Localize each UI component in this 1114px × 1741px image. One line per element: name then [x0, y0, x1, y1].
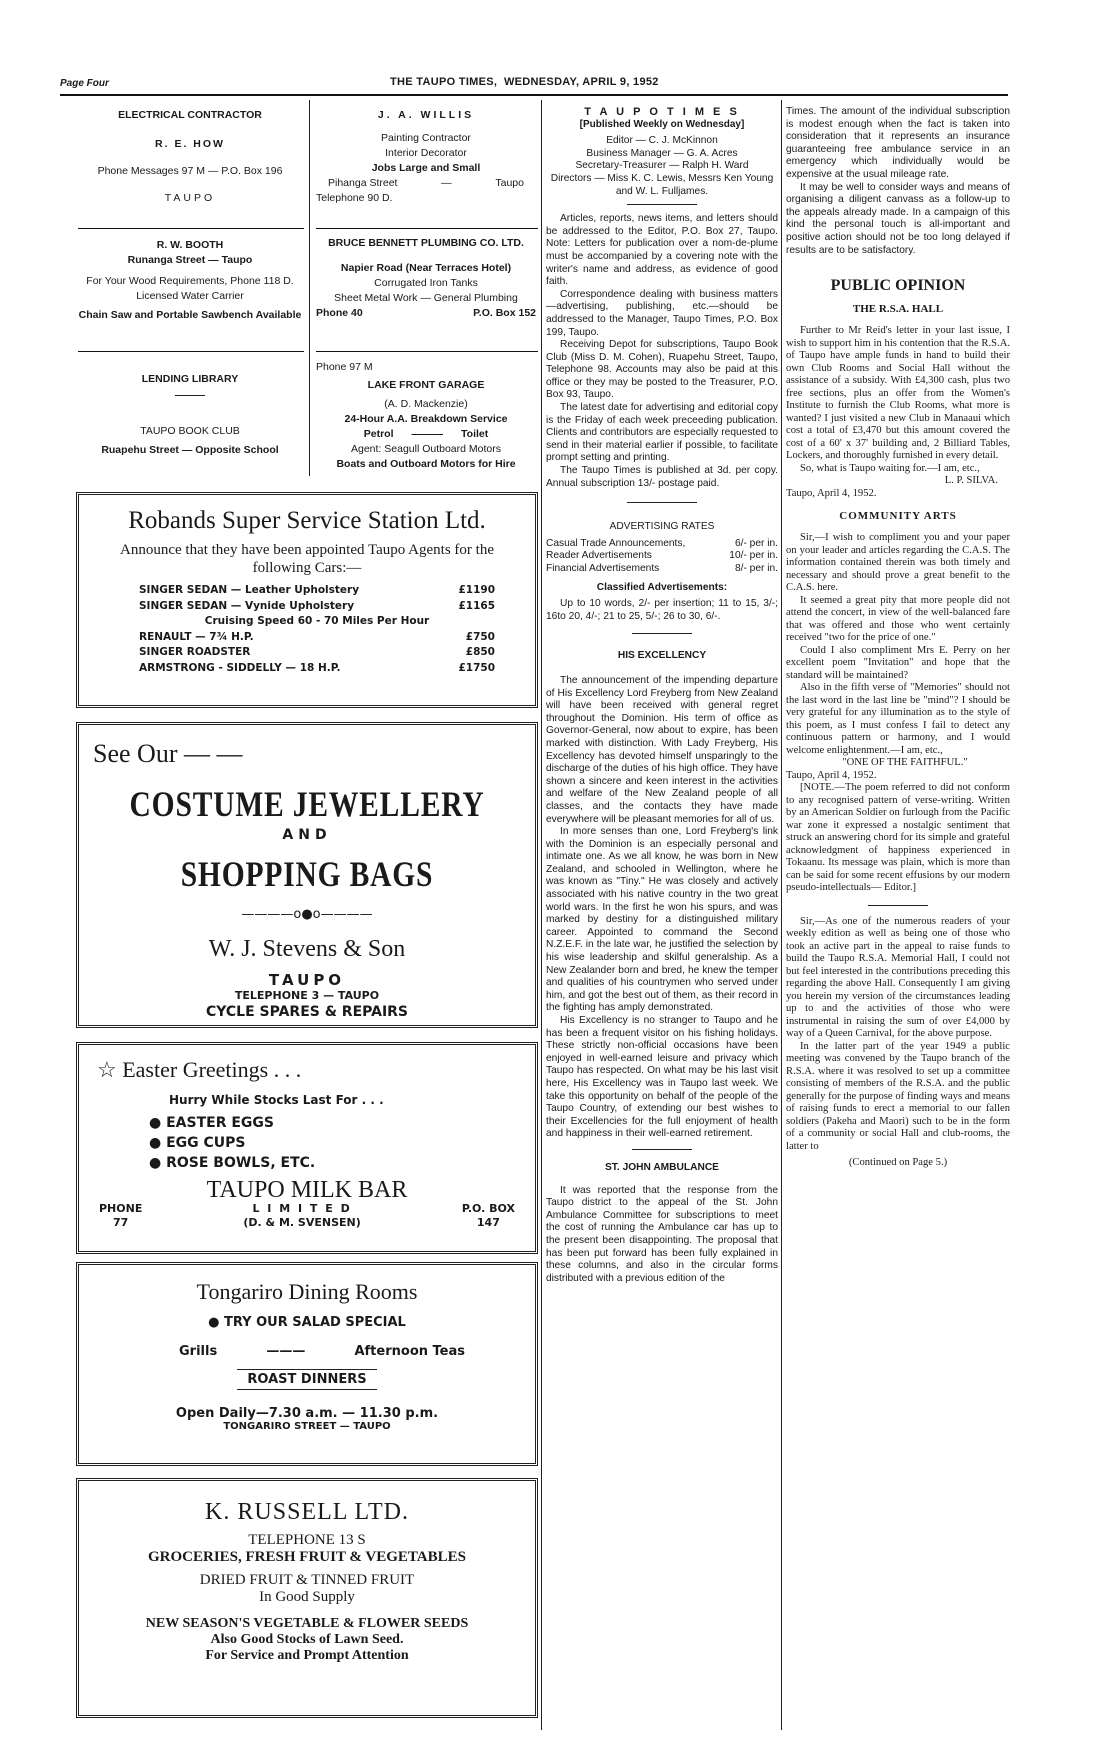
signature: L. P. SILVA.: [944, 475, 998, 487]
milkbar-item: ● ROSE BOWLS, ETC.: [149, 1153, 535, 1173]
ad-line: Phone 97 M: [316, 361, 373, 373]
excellency-title: HIS EXCELLENCY: [617, 650, 707, 662]
page-header: [60, 76, 1010, 92]
ad-line: Petrol ——— Toilet: [363, 428, 489, 440]
ad-line: CYCLE SPARES & REPAIRS: [205, 1004, 409, 1020]
ad-dining: [76, 1262, 538, 1466]
car-name: ARMSTRONG - SIDDELLY — 18 H.P.: [139, 661, 341, 674]
ad-line: Sheet Metal Work — General Plumbing: [334, 292, 518, 304]
letter-paragraph: In the latter part of the year 1949 a public meeting was convened by the Taupo branch of the R.S.A. where it was resolved to set up a committee consisting of members of the R.S.A. and the public generally for the purpose of finding ways and means of raising funds to erect a memorial to our fallen soldiers (Pakeha and Maori) such to be in the form of a community or social Hall and club-rooms, the latter to: [786, 1040, 1010, 1152]
car-list: [139, 583, 495, 676]
ad-line: 24-Hour A.A. Breakdown Service: [344, 413, 508, 425]
newspaper-title: THE TAUPO TIMES, WEDNESDAY, APRIL 9, 1952: [390, 76, 659, 88]
ad-line: Runanga Street — Taupo: [127, 254, 253, 266]
ad-rule: [316, 228, 538, 229]
rate-row: [546, 538, 778, 551]
ad-line: Boats and Outboard Motors for Hire: [336, 458, 516, 470]
ad-line: DRIED FRUIT & TINNED FRUIT: [199, 1572, 415, 1588]
ad-rule: [78, 228, 304, 229]
opinion-title: PUBLIC OPINION: [830, 277, 966, 295]
ad-stevens: [76, 722, 538, 1028]
ad-line: Agent: Seagull Outboard Motors: [350, 443, 501, 455]
rate-value: 6/- per in.: [734, 537, 778, 549]
column-4: [786, 106, 1010, 1730]
signature: "ONE OF THE FAITHFUL.": [842, 757, 968, 769]
ad-name: J. A. WILLIS: [377, 109, 475, 121]
article-paragraph: Times. The amount of the individual subscription is modest enough when the fact is taken into consideration that it represents an insurance guaranteeing free ambulance service in an emergency which individually would be expensive at the usual mileage rate.: [786, 106, 1010, 180]
ad-line: Phone 40 P.O. Box 152: [316, 307, 536, 319]
ad-name: W. J. Stevens & Son: [208, 936, 406, 962]
rate-row: [546, 550, 778, 563]
column-divider: [541, 100, 542, 1730]
ad-line: TONGARIRO STREET — TAUPO: [223, 1421, 391, 1432]
ad-rule: [175, 395, 205, 396]
ambulance-text: It was reported that the response from the Taupo district to the appeal of the St. John Ambulance Committee for subscriptions to meet the cost of running the Ambulance car has up to the present been disappointing. The proposal that has been put forward has been fully explained in these columns, and also in the circular forms distributed with a previous edition of the: [546, 1184, 778, 1284]
ad-line: AND: [282, 827, 332, 843]
ad-line: TAUPO: [268, 971, 346, 989]
column-3: [546, 106, 778, 1730]
staff-line: Secretary-Treasurer — Ralph H. Ward: [575, 160, 749, 172]
ad-line: Chain Saw and Portable Sawbench Available: [78, 309, 302, 321]
ad-robands: [76, 492, 538, 708]
arts-title: COMMUNITY ARTS: [839, 510, 957, 523]
staff-line: Editor — C. J. McKinnon: [606, 135, 718, 147]
ad-line: See Our — —: [93, 739, 243, 768]
ad-line: Open Daily—7.30 a.m. — 11.30 p.m.: [175, 1406, 439, 1421]
date: Taupo, April 4, 1952.: [786, 487, 877, 499]
rate-label: Financial Advertisements: [546, 563, 660, 574]
ad-name: COSTUME JEWELLERY: [129, 784, 485, 824]
car-row: [139, 614, 495, 630]
ad-name: Tongariro Dining Rooms: [196, 1279, 418, 1304]
ad-line: Painting Contractor: [381, 132, 471, 144]
editor-note: [NOTE.—The poem referred to did not conform to any recognised pattern of verse-writing. Written by an American Soldier on furlough from the Pacific war zone it expressed a nostalgic sentiment that struck an answering chord for its simple and grateful acknowledgment of happiness experienced in Tokaanu. Its message was plain, which is more than can be said for some recent effusions by our modern pseudo-intellectuals— Editor.]: [786, 782, 1010, 894]
ad-willis: [314, 108, 538, 220]
ad-line: In Good Supply: [259, 1589, 355, 1605]
masthead-staff: [546, 135, 778, 198]
car-price: £750: [465, 630, 495, 643]
ad-line: (A. D. Mackenzie): [384, 398, 468, 410]
ad-line: TAUPO BOOK CLUB: [140, 425, 240, 437]
rate-label: Casual Trade Announcements,: [546, 537, 686, 549]
car-price: £1750: [458, 661, 495, 674]
page-number: Page Four: [60, 78, 109, 89]
ad-name: R. W. BOOTH: [156, 239, 224, 251]
rate-row: [546, 563, 778, 576]
car-row: [139, 599, 495, 615]
column-divider: [781, 100, 782, 1730]
ad-name: LAKE FRONT GARAGE: [367, 379, 485, 391]
ad-line: For Your Wood Requirements, Phone 118 D. Licensed Water Carrier: [86, 275, 294, 302]
divider: [627, 204, 697, 205]
ad-line: Ruapehu Street — Opposite School: [101, 444, 279, 456]
ad-bennett: [314, 236, 538, 340]
letter-paragraph: Also in the fifth verse of "Memories" should not the last word in the last line be "mind"? I should be very grateful for any illumination as to the style of this poem, as I must confess I fail to detect any continuous pattern or harmony, and I would welcome enlightenment.—I am, etc.,: [786, 682, 1010, 756]
column-divider: [309, 100, 310, 476]
letter-paragraph: Further to Mr Reid's letter in your last issue, I wish to support him in his contention that the R.S.A. of Taupo have ample funds in hand to build their own Club Rooms and Social Hall without the assistance of a subsidy. With £4,300 cash, plus two free sections, plus an offer from the Women's Institute to furnish the Club Rooms, what more is wanted? I just visited a new Club in Manaaui which cost a total of £3,470 but this amount covered the cost of a 60' x 37' building and, 2 Billiard Tables, Lockers, and thoroughly furnished in every detail.: [786, 325, 1010, 462]
ad-name: Robands Super Service Station Ltd.: [128, 507, 486, 534]
car-row: [139, 583, 495, 599]
letter-paragraph: Sir,—As one of the numerous readers of your weekly edition as well as being one of those who took an active part in the appeal to raise funds to build the Taupo R.S.A. Memorial Hall, I could not but feel interested in the contributions preceding this regarding the above Hall. Consequently I am giving you herein my version of the circumstances leading up to and the activities of those who were instrumental in raising the sum of over £4,000 by way of a Queen Carnival, for the above purpose.: [786, 915, 1010, 1040]
rates-title: ADVERTISING RATES: [609, 521, 715, 533]
note-paragraph: Receiving Depot for subscriptions, Taupo Book Club (Miss D. M. Cohen), Ruapehu Street, Taupo, Telephone 98. Accounts may also be paid at this office or they may be posted to the Treasurer, P.O. Box 93, Taupo.: [546, 339, 778, 401]
ad-name: K. RUSSELL LTD.: [205, 1499, 409, 1525]
divider: [632, 1149, 692, 1150]
ad-name: SHOPPING BAGS: [180, 854, 434, 894]
rsa-title: THE R.S.A. HALL: [852, 303, 944, 316]
rates-table: [546, 538, 778, 576]
ad-line: ● TRY OUR SALAD SPECIAL: [79, 1315, 535, 1330]
rate-value: 10/- per in.: [729, 550, 778, 562]
date: Taupo, April 4, 1952.: [786, 769, 877, 781]
divider: [632, 633, 692, 634]
article-paragraph: In more senses than one, Lord Freyberg's link with the Dominion is an especially personal and intimate one. As we all know, he was born in New Zealand, and schooled in Wellington, where he was known as "Tiny." He was closely and actively associated with his native country in the two great world wars. In the first he won his spurs, and was marked by destiny for a distinguished military career. Appointed to command the Second N.Z.E.F. in the late war, he justified the selection by his wise leadership and skilful generalship. As a New Zealander born and bred, he knew the temper and qualities of his countrymen who served under him, and got the best out of them, as their record in the fighting has amply demonstrated.: [546, 826, 778, 1014]
ad-line: For Service and Prompt Attention: [205, 1648, 409, 1663]
arts-letter: [786, 532, 1010, 1170]
divider: [868, 905, 928, 906]
rate-label: Reader Advertisements: [546, 550, 652, 562]
ad-line: ROAST DINNERS: [237, 1369, 377, 1390]
ad-name: ☆ Easter Greetings . . .: [97, 1057, 302, 1082]
note-paragraph: Articles, reports, news items, and letters should be addressed to the Editor, P.O. Box 27, Taupo. Note: Letters for publication over a nom-de-plume must be accompanied by a covering note with the writer's name and address, as evidence of good faith.: [546, 213, 778, 288]
classified-title: Classified Advertisements:: [596, 581, 728, 593]
letter-paragraph: So, what is Taupo waiting for.—I am, etc.,: [800, 462, 980, 474]
ad-footer: PHONE 77 L I M I T E D (D. & M. SVENSEN) P.O. BOX 147: [99, 1202, 515, 1229]
article-paragraph: His Excellency is no stranger to Taupo and he has been a frequent visitor on his fishing holidays. These strictly non-official occasions have been enjoyed in well-earned leisure and privacy which Taupo has respected. On what may be his last visit here, His Excellency was in Taupo last week. We take this opportunity on behalf of the people of the Taupo Country, of extending our best wishes to their Excellencies for the full enjoyment of health and happiness in their well-earned retirement.: [546, 1015, 778, 1140]
ad-line: Pihanga Street — Taupo: [328, 177, 524, 189]
car-price: £1190: [458, 584, 495, 596]
ad-garage: [314, 360, 538, 474]
header-rule: [60, 94, 1008, 96]
ad-rule: [316, 351, 538, 352]
ad-name: TAUPO MILK BAR: [206, 1177, 408, 1203]
ad-town: TAUPO: [164, 192, 216, 204]
ad-line: Also Good Stocks of Lawn Seed.: [210, 1632, 404, 1647]
car-row: [139, 661, 495, 677]
ad-library: [74, 372, 306, 472]
ad-russell: [76, 1478, 538, 1718]
staff-line: Business Manager — G. A. Acres: [586, 147, 738, 159]
ad-line: Corrugated Iron Tanks: [374, 277, 478, 289]
milkbar-items: [149, 1113, 535, 1173]
article-paragraph: It may be well to consider ways and means of organising a diligent canvass as a follow-up to the appeals already made. In a campaign of this kind the personal touch is all-important and positive action should not be too long delayed if results are to be satisfactory.: [786, 181, 1010, 256]
rsa-letter: [786, 325, 1010, 500]
hall-letter: [786, 916, 1010, 1154]
ad-heading: ELECTRICAL CONTRACTOR: [118, 109, 262, 121]
ambulance-title: ST. JOHN AMBULANCE: [605, 1161, 719, 1173]
car-name: SINGER SEDAN — Leather Upholstery: [139, 584, 360, 596]
note-paragraph: The Taupo Times is published at 3d. per copy. Annual subscription 13/- postage paid.: [546, 465, 778, 489]
ambulance-continued: [786, 106, 1010, 257]
rate-value: 8/- per in.: [734, 563, 778, 574]
ad-booth: [74, 238, 306, 338]
milkbar-item: ● EASTER EGGS: [149, 1113, 535, 1133]
continued-note: (Continued on Page 5.): [848, 1157, 948, 1169]
divider: [627, 502, 697, 503]
ad-name: R. E. HOW: [155, 138, 225, 150]
staff-line: Directors — Miss K. C. Lewis, Messrs Ken Young and W. L. Fulljames.: [550, 172, 774, 197]
article-paragraph: The announcement of the impending departure of His Excellency Lord Freyberg from New Zealand will have been received with general regret throughout the Dominion. His term of office as Governor-General, now about to expire, has been marked with distinction. With Lady Freyberg, His Excellency has devoted himself unsparingly to the discharge of the duties of his high office. They have shown a sincere and keen interest in the activities and welfare of the New Zealand people of all classes, and the contacts they have made everywhere will be pleasant memories for all of us.: [546, 674, 778, 825]
ad-rule: [78, 351, 304, 352]
ornament: ————o●o————: [241, 907, 373, 922]
letter-paragraph: Sir,—I wish to compliment you and your paper on your leader and articles regarding the C.A.S. The information contained therein was both timely and necessary and should prove a great benefit to the C.A.S. here.: [786, 532, 1010, 594]
ad-milkbar: [76, 1042, 538, 1254]
note-paragraph: Correspondence dealing with business matters—advertising, publishing, etc.—should be addressed to the Manager, Taupo Times, P.O. Box 199, Taupo.: [546, 288, 778, 338]
masthead-notes: [546, 213, 778, 490]
car-name: RENAULT — 7¾ H.P.: [139, 630, 254, 643]
masthead-title: T A U P O T I M E S: [584, 106, 740, 118]
ad-line: Jobs Large and Small: [371, 162, 481, 174]
ad-subtitle: Announce that they have been appointed Taupo Agents for the following Cars:—: [120, 542, 494, 576]
ad-line: Hurry While Stocks Last For . . .: [169, 1093, 384, 1107]
letter-paragraph: It seemed a great pity that more people did not attend the concert, in view of the well-balanced fare that was offered and those who went certainly received "two for the price of one.": [786, 594, 1010, 644]
ad-line: GROCERIES, FRESH FRUIT & VEGETABLES: [148, 1549, 466, 1565]
car-price: £1165: [458, 599, 495, 612]
classified-rates: Up to 10 words, 2/- per insertion; 11 to 15, 3/-; 16to 20, 4/-; 21 to 25, 5/-; 26 to 30, 6/-.: [546, 598, 778, 622]
excellency-article: [546, 675, 778, 1141]
ad-how: [74, 108, 306, 220]
car-name: SINGER ROADSTER: [139, 646, 251, 658]
ad-line: Napier Road (Near Terraces Hotel): [340, 262, 512, 274]
ad-line: NEW SEASON'S VEGETABLE & FLOWER SEEDS: [145, 1616, 469, 1631]
car-row: [139, 645, 495, 661]
ad-line: TELEPHONE 3 — TAUPO: [234, 989, 380, 1002]
ad-line: Telephone 90 D.: [316, 192, 393, 204]
ad-name: LENDING LIBRARY: [141, 373, 239, 385]
car-price: £850: [465, 646, 495, 658]
ad-line: TELEPHONE 13 S: [248, 1532, 366, 1548]
letter-paragraph: Could I also compliment Mrs E. Perry on her excellent poem "Invitation" and hope that the standard will be maintained?: [786, 644, 1010, 681]
ad-name: BRUCE BENNETT PLUMBING CO. LTD.: [328, 237, 524, 249]
note-paragraph: The latest date for advertising and editorial copy is the Friday of each week preceeding publication. Clients and contributors are especially requested to send in their material earlier if possible, to facilitate prompt setting and printing.: [546, 402, 778, 464]
ad-line: Grills ——— Afternoon Teas: [179, 1344, 465, 1359]
milkbar-item: ● EGG CUPS: [149, 1133, 535, 1153]
car-name: SINGER SEDAN — Vynide Upholstery: [139, 599, 355, 612]
ad-phone: Phone Messages 97 M — P.O. Box 196: [97, 165, 283, 177]
car-row: [139, 630, 495, 646]
car-note: Cruising Speed 60 - 70 Miles Per Hour: [204, 615, 430, 627]
ad-line: Interior Decorator: [385, 147, 467, 159]
masthead-subtitle: [Published Weekly on Wednesday]: [579, 118, 745, 130]
